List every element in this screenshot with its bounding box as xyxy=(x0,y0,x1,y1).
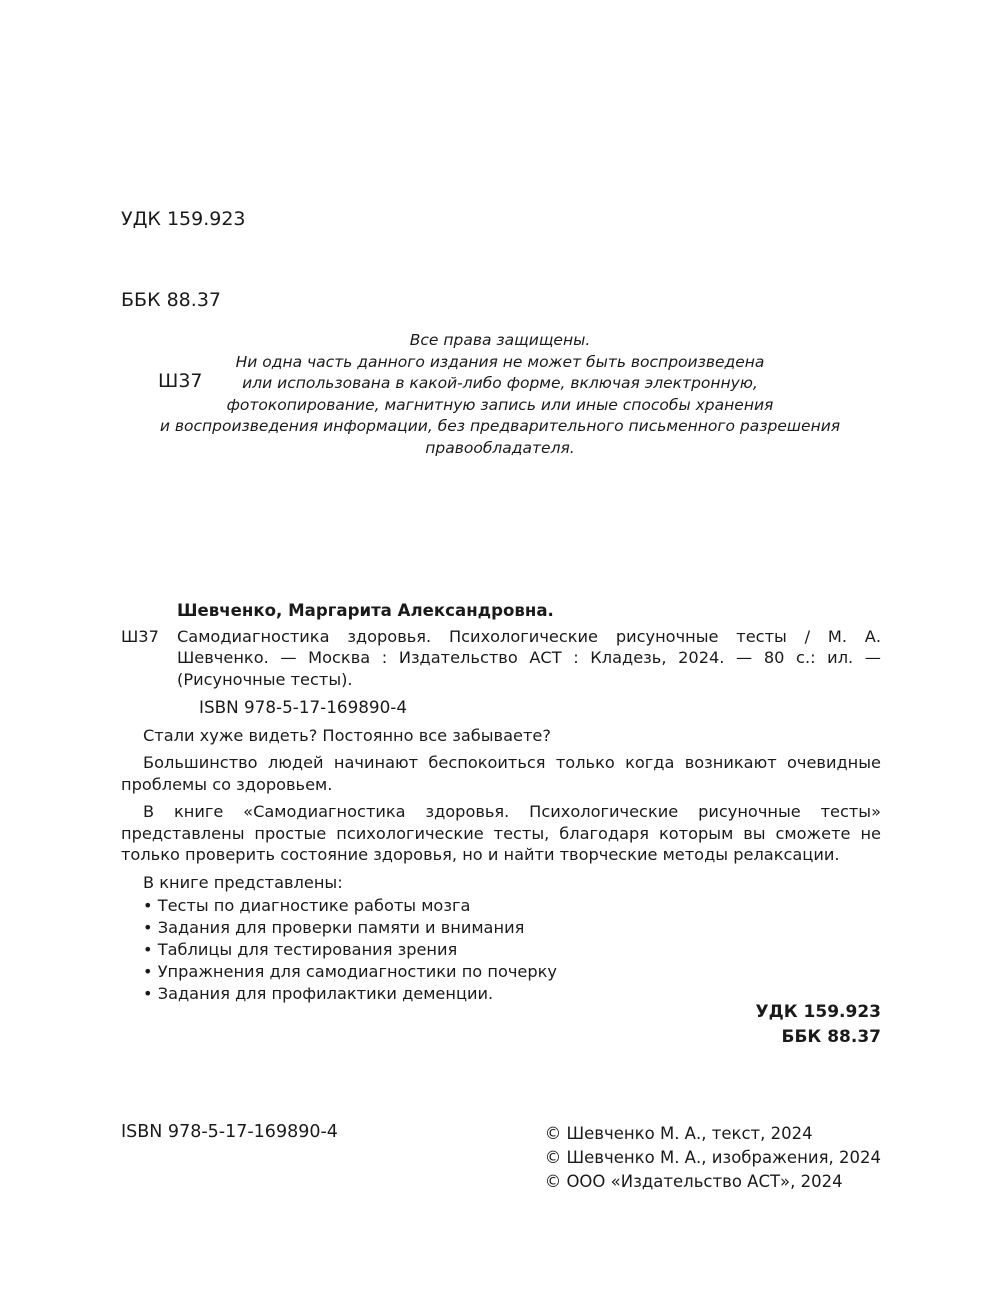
rights-line-5: и воспроизведения информации, без предварительного письменного разрешения xyxy=(159,417,841,435)
list-item: • Упражнения для самодиагностики по почерку xyxy=(143,962,557,981)
list-item: • Задания для профилактики деменции. xyxy=(143,984,494,1003)
list-item: • Таблицы для тестирования зрения xyxy=(143,940,458,959)
copyright-line-3: © ООО «Издательство АСТ», 2024 xyxy=(544,1172,843,1191)
shelfmark-top: Ш37 xyxy=(158,370,203,392)
rights-line-2: Ни одна часть данного издания не может быть воспроизведена xyxy=(235,352,765,371)
footer-isbn: ISBN 978-5-17-169890-4 xyxy=(121,1122,338,1142)
annotation-paragraph-2: Большинство людей начинают беспокоиться только когда возникают очевидные проблемы со здоровьем. xyxy=(121,753,881,794)
udk-code-bottom: УДК 159.923 xyxy=(755,1002,881,1022)
udk-code-top: УДК 159.923 xyxy=(121,208,246,230)
classification-bottom xyxy=(756,1000,882,1050)
rights-line-4: фотокопирование, магнитную запись или иные способы хранения xyxy=(226,395,774,414)
annotation-paragraph-4: В книге представлены: xyxy=(143,872,343,892)
rights-notice xyxy=(150,330,850,459)
shelfmark-card: Ш37 xyxy=(121,626,159,646)
description-row xyxy=(121,626,881,691)
feature-list xyxy=(143,895,881,1005)
copyright-block xyxy=(545,1122,881,1194)
rights-line-3: или использована в какой-либо форме, включая электронную, xyxy=(242,374,758,392)
author-name: Шевченко, Маргарита Александровна. xyxy=(177,601,554,620)
list-item: • Задания для проверки памяти и внимания xyxy=(143,918,525,937)
annotation-paragraph-3: В книге «Самодиагностика здоровья. Психологические рисуночные тесты» представлены простые психологические тесты, благодаря которым вы сможете не только проверить состояние здоровья, но и найти творческие методы релаксации. xyxy=(121,802,881,864)
copyright-line-1: © Шевченко М. А., текст, 2024 xyxy=(544,1124,813,1143)
catalog-card xyxy=(121,600,881,1005)
list-item: • Тесты по диагностике работы мозга xyxy=(143,896,471,915)
copyright-line-2: © Шевченко М. А., изображения, 2024 xyxy=(544,1148,881,1167)
rights-line-1: Все права защищены. xyxy=(409,331,591,349)
bibliographic-description: Самодиагностика здоровья. Психологические рисуночные тесты / М. А. Шевченко. — Москва : Издательство АСТ : Кладезь, 2024. — 80 с.: ил. — (Рисуночные тесты). xyxy=(177,626,881,689)
bbk-code-bottom: ББК 88.37 xyxy=(781,1027,881,1047)
rights-line-6: правообладателя. xyxy=(425,438,575,457)
bbk-code-top: ББК 88.37 xyxy=(121,289,221,311)
annotation-paragraph-1: Стали хуже видеть? Постоянно все забываете? xyxy=(143,725,551,745)
isbn-card: ISBN 978-5-17-169890-4 xyxy=(199,697,408,717)
